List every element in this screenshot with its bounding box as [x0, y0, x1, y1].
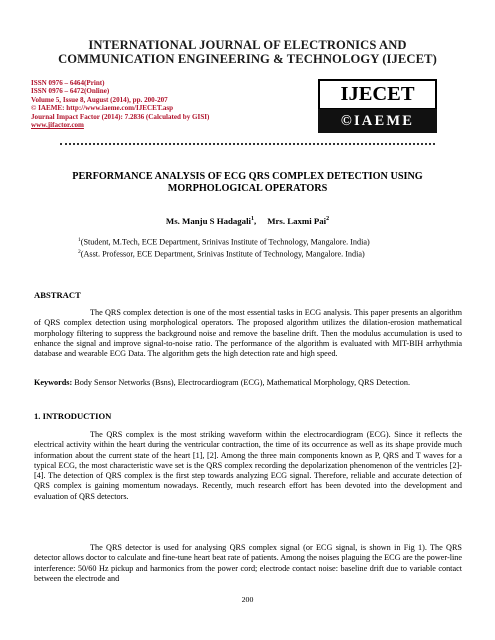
affiliation-1-mark: 1	[78, 237, 81, 243]
keywords	[34, 378, 462, 388]
affiliation-2-mark: 2	[78, 248, 81, 255]
keywords-label: Keywords:	[34, 378, 73, 387]
introduction-heading: 1. INTRODUCTION	[34, 411, 112, 421]
affiliation-2-text: (Asst. Professor, ECE Department, Srinivas Institute of Technology, Mangalore. India)	[80, 249, 365, 259]
issn-online: ISSN 0976 – 6472(Online)	[31, 87, 110, 96]
author-1-mark: 1	[250, 216, 254, 223]
logo-iaeme-text: ©IAEME	[318, 109, 437, 133]
journal-title-line-2: COMMUNICATION ENGINEERING & TECHNOLOGY (IJECET)	[58, 52, 437, 66]
page-number: 200	[241, 595, 254, 604]
affiliation-1-text: (Student, M.Tech, ECE Department, Srinivas Institute of Technology, Mangalore. India)	[80, 237, 370, 247]
affiliations	[78, 236, 438, 259]
affiliation-2	[78, 248, 438, 260]
paper-title-line-2: MORPHOLOGICAL OPERATORS	[167, 183, 328, 195]
author-1: Ms. Manju S Hadagali	[165, 216, 251, 226]
paper-title-line-1: PERFORMANCE ANALYSIS OF ECG QRS COMPLEX DETECTION USING	[72, 171, 423, 182]
abstract-text: The QRS complex detection is one of the most essential tasks in ECG analysis. This paper presents an algorithm of QRS complex detection using morphological operators. The proposed algorithm utilizes the dilation-erosion mathematical morphology filtering to suppress the background noise and remove the baseline drift. Then the modulus accumulation is used to enhance the signal and improve signal-to-noise ratio. The performance of the algorithm is evaluated with MIT-BIH arrhythmia database and wearable ECG Data. The algorithm gets the high detection rate and high speed.	[34, 308, 462, 359]
author-2: Mrs. Laxmi Pai	[267, 216, 327, 226]
iaeme-link[interactable]: © IAEME: http://www.iaeme.com/IJECET.asp	[31, 104, 174, 113]
paper-title	[55, 171, 440, 195]
header-divider	[60, 143, 435, 145]
introduction-paragraph-1: The QRS complex is the most striking waveform within the electrocardiogram (ECG). Since it reflects the electrical activity within the heart during the ventricular contraction, the time of its occurrence as well as its shape provide much information about the current state of the heart [1], [2]. Among the three main components known as P, QRS and T waves for a typical ECG, the most characteristic wave set is the QRS complex recording the depolarization phenomenon of the ventricles [2]-[4]. The detection of QRS complex is the first step towards analyzing ECG signal. Therefore, reliable and accurate detection of QRS complex is gaining momentum nowadays. Recently, much research effort has been devoted into the development and evaluation of QRS detectors.	[34, 430, 462, 501]
abstract-heading: ABSTRACT	[34, 290, 81, 300]
logo-ijecet-text: IJECET	[318, 79, 437, 110]
author-separator: ,	[253, 216, 268, 226]
journal-info-block	[31, 79, 209, 129]
jifactor-link[interactable]: www.jifactor.com	[31, 121, 84, 130]
ijecet-logo	[318, 79, 437, 134]
affiliation-1	[78, 236, 438, 248]
impact-factor: Journal Impact Factor (2014): 7.2836 (Calculated by GISI)	[31, 112, 210, 121]
introduction-paragraph-2: The QRS detector is used for analysing QRS complex signal (or ECG signal, is shown in Fig 1). The QRS detector allows doctor to calculate and fine-tune heart beat rate of patients. Among the noises plaguing the ECG are the power-line interference: 50/60 Hz pickup and harmonics from the power cord; electrode contact noise: baseline drift due to variable contact between the electrode and	[34, 543, 462, 583]
journal-title	[30, 38, 465, 66]
journal-title-line-1: INTERNATIONAL JOURNAL OF ELECTRONICS AND	[88, 38, 407, 52]
keywords-text: Body Sensor Networks (Bsns), Electrocardiogram (ECG), Mathematical Morphology, QRS Detection.	[72, 378, 411, 387]
authors	[0, 216, 495, 226]
volume-info: Volume 5, Issue 8, August (2014), pp. 200-207	[31, 95, 168, 104]
author-2-mark: 2	[326, 216, 330, 223]
issn-print: ISSN 0976 – 6464(Print)	[31, 79, 105, 87]
